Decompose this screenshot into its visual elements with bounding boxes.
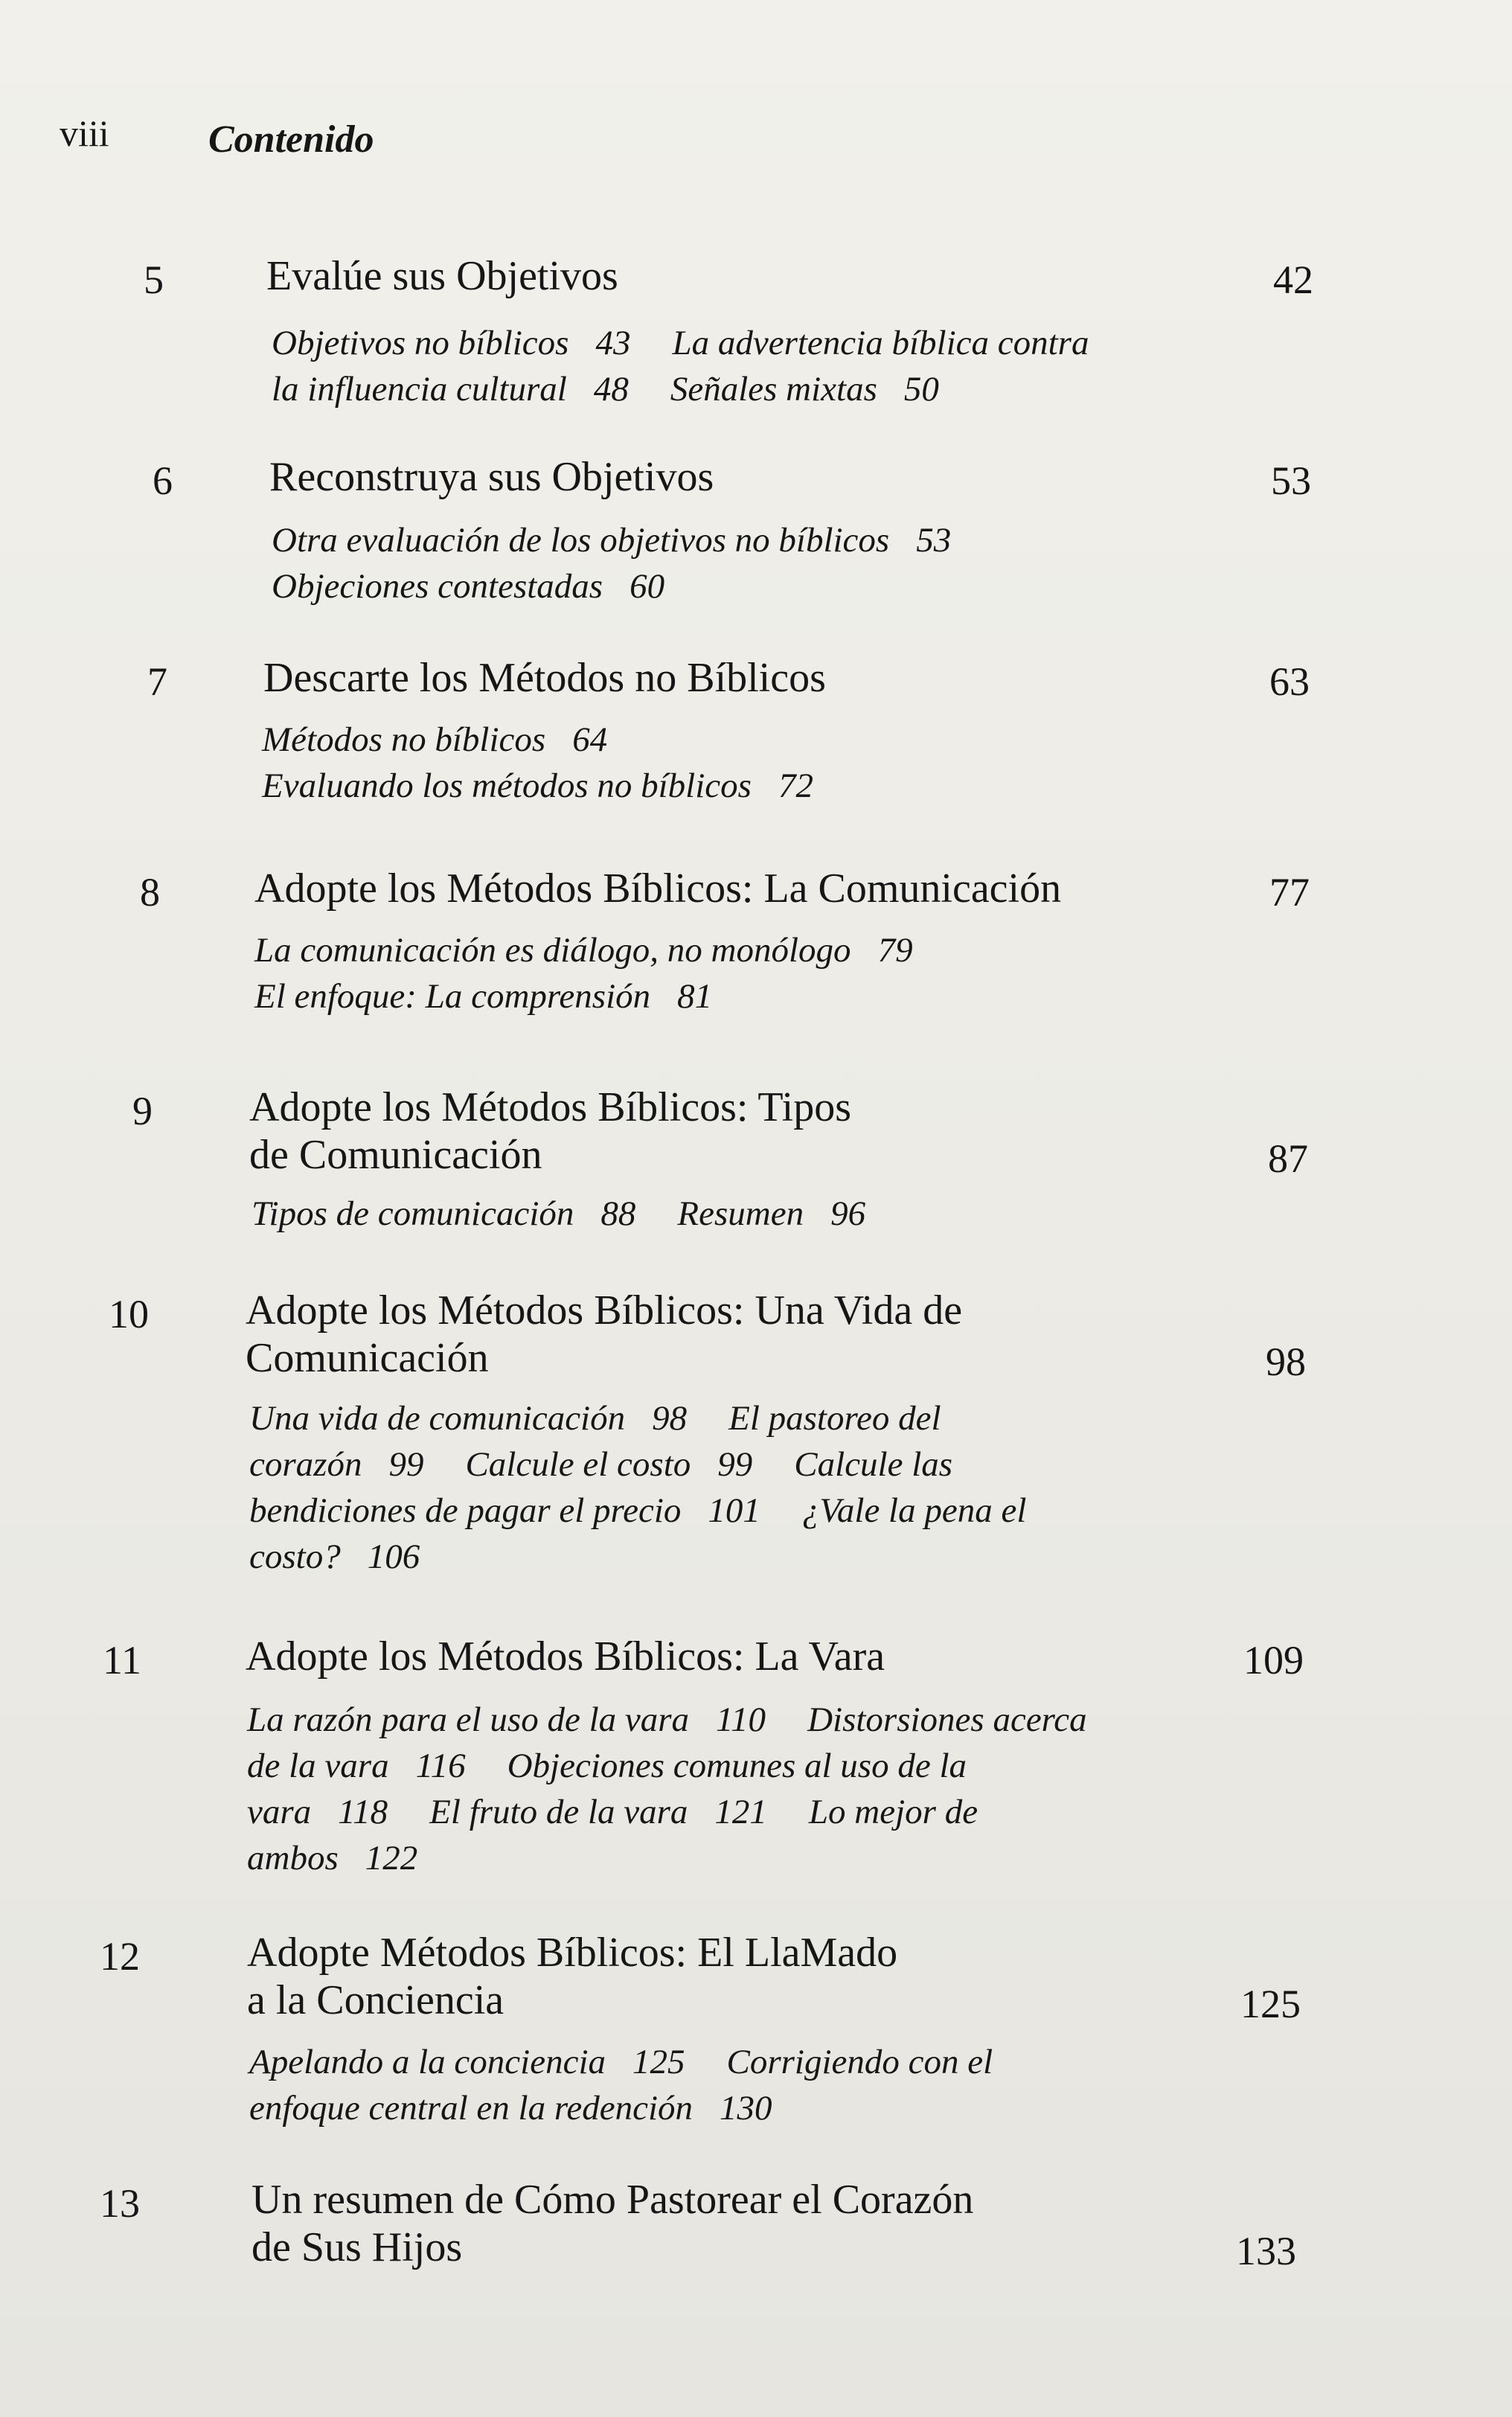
subentry-page-number: 122: [365, 1839, 418, 1877]
subentry-line: [249, 2085, 772, 2131]
subentry-title: ¿Vale la pena el: [801, 1491, 1027, 1530]
subentry-line: [272, 366, 939, 412]
subentry-title: Señales mixtas: [670, 370, 877, 409]
subentry-line: [272, 517, 951, 563]
chapter-title: a la Conciencia: [247, 1977, 504, 2023]
chapter-number: 8: [140, 870, 160, 915]
subentry-title: Objetivos no bíblicos: [272, 324, 569, 362]
subentry-page-number: 60: [630, 567, 665, 606]
subentry-page-number: 110: [716, 1700, 766, 1739]
subentry-title: Calcule las: [794, 1445, 953, 1484]
chapter-title: Adopte los Métodos Bíblicos: Tipos: [249, 1084, 852, 1130]
subentry-page-number: 81: [677, 977, 713, 1016]
subentry-line: [249, 2039, 993, 2085]
chapter-page-number: 87: [1268, 1136, 1308, 1181]
subentry-line: [247, 1835, 417, 1881]
subentry-line: [254, 973, 712, 1019]
subentry-line: [249, 1534, 420, 1580]
chapter-title: Adopte los Métodos Bíblicos: La Vara: [246, 1633, 885, 1680]
subentry-line: [249, 1488, 1026, 1534]
subentry-page-number: 116: [415, 1747, 466, 1785]
page-folio: viii: [60, 112, 109, 154]
subentry-title: Otra evaluación de los objetivos no bíblicos: [272, 521, 890, 560]
subentry-title: Apelando a la conciencia: [249, 2043, 606, 2081]
chapter-number: 13: [100, 2181, 140, 2226]
subentry-page-number: 101: [708, 1491, 760, 1530]
subentry-title: Objeciones comunes al uso de la: [507, 1747, 967, 1785]
chapter-title: Descarte los Métodos no Bíblicos: [263, 655, 826, 701]
chapter-number: 7: [147, 659, 167, 704]
subentry-title: costo?: [249, 1537, 341, 1576]
subentry-page-number: 43: [595, 324, 631, 362]
chapter-number: 6: [153, 458, 173, 503]
subentry-title: Lo mejor de: [808, 1793, 978, 1831]
subentry-title: Calcule el costo: [465, 1445, 691, 1484]
subentry-title: corazón: [249, 1445, 362, 1484]
chapter-title: Evalúe sus Objetivos: [266, 253, 618, 299]
subentry-title: La advertencia bíblica contra: [672, 324, 1089, 362]
subentry-title: Corrigiendo con el: [726, 2043, 993, 2081]
subentry-page-number: 64: [572, 720, 608, 759]
subentry-title: Evaluando los métodos no bíblicos: [262, 766, 752, 805]
subentry-page-number: 121: [714, 1793, 767, 1831]
subentry-title: la influencia cultural: [272, 370, 567, 409]
chapter-page-number: 133: [1236, 2229, 1296, 2273]
chapter-title: Comunicación: [246, 1335, 489, 1381]
chapter-page-number: 98: [1266, 1339, 1306, 1384]
subentry-title: bendiciones de pagar el precio: [249, 1491, 682, 1530]
chapter-page-number: 109: [1243, 1638, 1304, 1683]
subentry-title: Tipos de comunicación: [252, 1194, 574, 1233]
chapter-page-number: 125: [1240, 1982, 1301, 2026]
chapter-number: 10: [109, 1292, 149, 1336]
subentry-page-number: 96: [830, 1194, 866, 1233]
subentry-line: [247, 1743, 967, 1789]
subentry-line: [249, 1395, 941, 1441]
subentry-line: [272, 320, 1089, 366]
section-title: Contenido: [208, 118, 374, 161]
chapter-number: 12: [100, 1934, 140, 1979]
chapter-title: Reconstruya sus Objetivos: [269, 454, 714, 500]
chapter-title: Adopte los Métodos Bíblicos: La Comunicación: [254, 865, 1062, 912]
chapter-number: 11: [103, 1638, 141, 1683]
subentry-title: El fruto de la vara: [429, 1793, 688, 1831]
subentry-page-number: 53: [916, 521, 952, 560]
chapter-page-number: 77: [1269, 870, 1310, 915]
subentry-title: Métodos no bíblicos: [262, 720, 546, 759]
subentry-page-number: 99: [388, 1445, 424, 1484]
subentry-page-number: 72: [778, 766, 813, 805]
subentry-title: La comunicación es diálogo, no monólogo: [254, 931, 851, 970]
subentry-line: [272, 563, 664, 609]
subentry-title: La razón para el uso de la vara: [247, 1700, 690, 1739]
subentry-title: enfoque central en la redención: [249, 2089, 693, 2128]
subentry-page-number: 98: [652, 1399, 688, 1438]
chapter-title: Un resumen de Cómo Pastorear el Corazón: [252, 2177, 974, 2223]
subentry-line: [254, 927, 913, 973]
chapter-number: 5: [144, 257, 164, 302]
chapter-page-number: 53: [1271, 458, 1311, 503]
subentry-page-number: 79: [877, 931, 913, 970]
subentry-title: El pastoreo del: [728, 1399, 941, 1438]
subentry-page-number: 118: [338, 1793, 388, 1831]
chapter-title: Adopte los Métodos Bíblicos: Una Vida de: [246, 1287, 963, 1334]
subentry-title: El enfoque: La comprensión: [254, 977, 651, 1016]
subentry-line: [247, 1789, 978, 1835]
subentry-page-number: 130: [720, 2089, 772, 2128]
subentry-title: Resumen: [677, 1194, 804, 1233]
subentry-page-number: 106: [367, 1537, 420, 1576]
chapter-title: de Sus Hijos: [252, 2224, 463, 2270]
chapter-title: Adopte Métodos Bíblicos: El LlaMado: [247, 1930, 898, 1976]
subentry-title: ambos: [247, 1839, 339, 1877]
subentry-line: [249, 1441, 952, 1488]
subentry-page-number: 48: [593, 370, 629, 409]
subentry-title: Distorsiones acerca: [807, 1700, 1087, 1739]
chapter-title: de Comunicación: [249, 1132, 542, 1178]
subentry-title: Objeciones contestadas: [272, 567, 603, 606]
subentry-line: [262, 763, 813, 809]
subentry-page-number: 99: [717, 1445, 753, 1484]
subentry-line: [247, 1697, 1087, 1743]
subentry-line: [252, 1191, 865, 1237]
chapter-page-number: 42: [1273, 257, 1313, 302]
subentry-line: [262, 717, 607, 763]
chapter-page-number: 63: [1269, 659, 1310, 704]
chapter-number: 9: [132, 1089, 153, 1133]
subentry-title: Una vida de comunicación: [249, 1399, 626, 1438]
subentry-title: de la vara: [247, 1747, 389, 1785]
subentry-page-number: 88: [600, 1194, 636, 1233]
subentry-page-number: 50: [903, 370, 939, 409]
subentry-page-number: 125: [632, 2043, 685, 2081]
subentry-title: vara: [247, 1793, 312, 1831]
